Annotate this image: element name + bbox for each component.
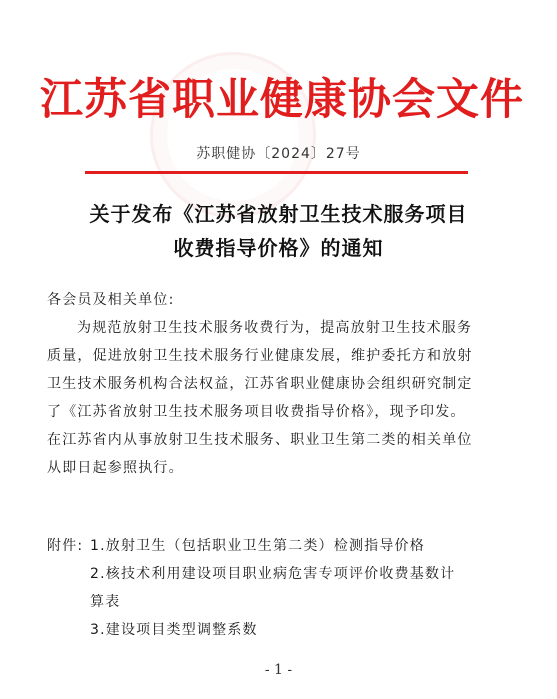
paragraph-line: 了《江苏省放射卫生技术服务项目收费指导价格》，现予印发。 [47,404,466,420]
paragraph-line: 在江苏省内从事放射卫生技术服务、职业卫生第二类的相关单位 [47,432,473,448]
attachment-item: 3.建设项目类型调整系数 [90,622,258,638]
attachments-label: 附件: [47,538,84,554]
paragraph-line: 从即日起参照执行。 [47,460,184,476]
document-header-title: 江苏省职业健康协会文件 [40,75,524,125]
attachment-item: 2.核技术利用建设项目职业病危害专项评价收费基数计 [90,566,456,582]
paragraph-line: 卫生技术服务机构合法权益，江苏省职业健康协会组织研究制定 [47,376,473,392]
notice-title-line2: 收费指导价格》的通知 [173,236,384,260]
attachment-item: 1.放射卫生（包括职业卫生第二类）检测指导价格 [90,538,425,554]
header-red-divider [85,171,468,174]
document-number: 苏职健协〔2024〕27号 [196,146,361,162]
salutation: 各会员及相关单位: [47,292,175,308]
paragraph-line: 质量，促进放射卫生技术服务行业健康发展，维护委托方和放射 [47,348,473,364]
page-number: - 1 - [264,662,293,678]
notice-title-line1: 关于发布《江苏省放射卫生技术服务项目 [89,202,468,226]
attachment-item-continuation: 算表 [90,594,121,610]
paragraph-line: 为规范放射卫生技术服务收费行为，提高放射卫生技术服务 [77,320,473,336]
